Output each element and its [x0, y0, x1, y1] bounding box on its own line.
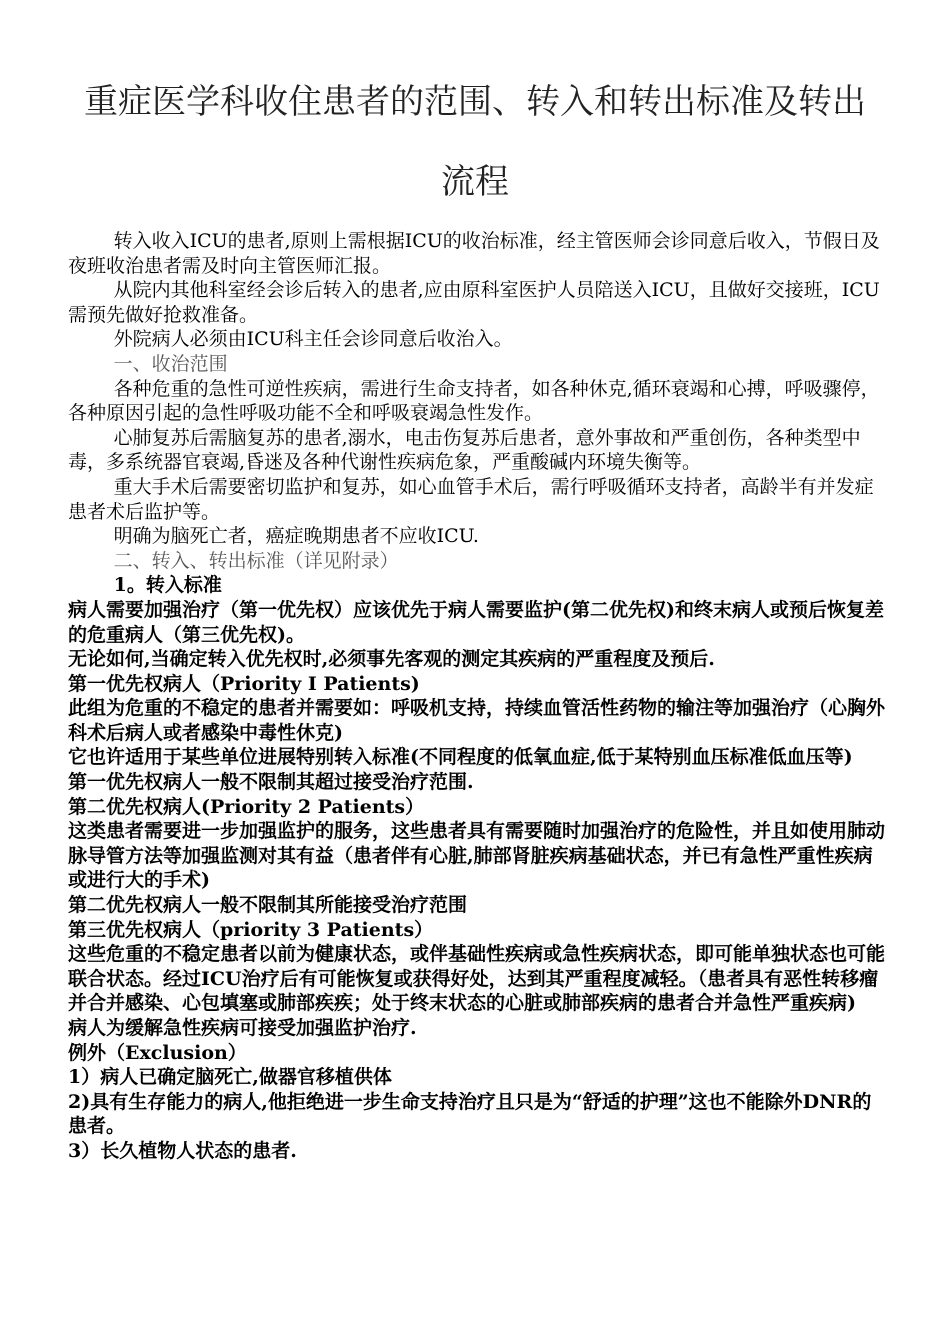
paragraph-priority-1-limit: 第一优先权病人一般不限制其超过接受治疗范围.	[68, 771, 474, 794]
heading-exclusion: 例外（Exclusion）	[68, 1041, 247, 1064]
paragraph-scope-major-surgery: 重大手术后需要密切监护和复苏，如心血管手术后，需行呼吸循环支持者，高龄半有并发症患者术后监护等。	[68, 475, 874, 523]
paragraph-scope-exclusions: 明确为脑死亡者，癌症晚期患者不应收ICU.	[113, 525, 479, 548]
section-heading-admission-scope: 一、收治范围	[113, 352, 228, 375]
list-item-exclusion-2: 2)具有生存能力的病人,他拒绝进一步生命支持治疗且只是为“舒适的护理”这也不能除外DNR的患者。	[68, 1090, 872, 1138]
paragraph-scope-acute-diseases: 各种危重的急性可逆性疾病，需进行生命支持者，如各种休克,循环衰竭和心搏，呼吸骤停，各种原因引起的急性呼吸功能不全和呼吸衰竭急性发作。	[68, 377, 880, 425]
paragraph-scope-resuscitation: 心肺复苏后需脑复苏的患者,溺水，电击伤复苏后患者，意外事故和严重创伤，各种类型中毒，多系统器官衰竭,昏迷及各种代谢性疾病危象，严重酸碱内环境失衡等。	[68, 426, 861, 474]
section-heading-transfer-criteria: 二、转入、转出标准（详见附录）	[113, 549, 399, 572]
paragraph-admission-principle: 转入收入ICU的患者,原则上需根据ICU的收治标准，经主管医师会诊同意后收入，节假日及夜班收治患者需及时向主管医师汇报。	[68, 230, 880, 277]
list-item-exclusion-1: 1）病人已确定脑死亡,做器官移植供体	[68, 1066, 392, 1089]
paragraph-external-patients: 外院病人必须由ICU科主任会诊同意后收治入。	[113, 328, 513, 351]
paragraph-priority-1-description: 此组为危重的不稳定的患者并需要如：呼吸机支持，持续血管活性药物的输注等加强治疗（心胸外科术后病人或者感染中毒性休克)	[68, 697, 886, 744]
heading-priority-1: 第一优先权病人（Priority I Patients)	[68, 672, 420, 695]
paragraph-priority-2-description: 这类患者需要进一步加强监护的服务，这些患者具有需要随时加强治疗的危险性，并且如使用肺动脉导管方法等加强监测对其有益（患者伴有心脏,肺部肾脏疾病基础状态，并已有急性严重性疾病或进行大的手术)	[68, 820, 886, 892]
document-body	[68, 229, 886, 1164]
paragraph-internal-transfer: 从院内其他科室经会诊后转入的患者,应由原科室医护人员陪送入ICU，且做好交接班，ICU需预先做好抢救准备。	[68, 279, 880, 326]
paragraph-priority-2-limit: 第二优先权病人一般不限制其所能接受治疗范围	[68, 894, 468, 917]
paragraph-priority-3-treatment: 病人为缓解急性疾病可接受加强监护治疗.	[68, 1017, 417, 1039]
list-item-exclusion-3: 3）长久植物人状态的患者.	[68, 1139, 297, 1162]
document-title: 重症医学科收住患者的范围、转入和转出标准及转出	[84, 82, 866, 122]
document-title-continued: 流程	[441, 162, 509, 202]
paragraph-priority-order: 病人需要加强治疗（第一优先权）应该优先于病人需要监护(第二优先权)和终末病人或预后恢复差的危重病人（第三优先权)。	[68, 598, 884, 646]
paragraph-severity-assessment: 无论如何,当确定转入优先权时,必须事先客观的测定其疾病的严重程度及预后.	[68, 648, 715, 671]
paragraph-priority-3-description: 这些危重的不稳定患者以前为健康状态，或伴基础性疾病或急性疾病状态，即可能单独状态也可能联合状态。经过ICU治疗后有可能恢复或获得好处，达到其严重程度减轻。（患者具有恶性转移瘤并合并感染、心包填塞或肺部疾疾；处于终末状态的心脏或肺部疾病的患者合并急性严重疾病)	[68, 943, 886, 1015]
paragraph-priority-1-special-criteria: 它也许适用于某些单位进展特别转入标准(不同程度的低氧血症,低于某特别血压标准低血压等)	[68, 746, 853, 769]
heading-priority-2: 第二优先权病人(Priority 2 Patients）	[68, 795, 425, 818]
subheading-admission-criteria: 1。转入标准	[113, 574, 222, 597]
heading-priority-3: 第三优先权病人（priority 3 Patients）	[68, 918, 434, 941]
